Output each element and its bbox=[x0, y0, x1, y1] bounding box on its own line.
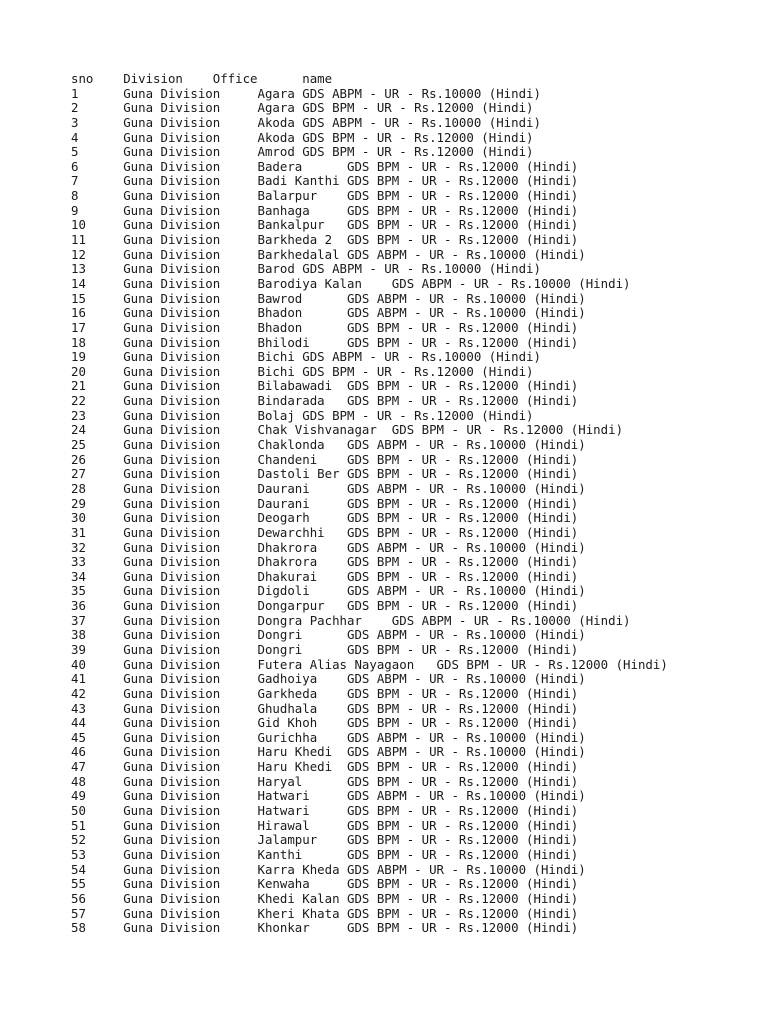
table-row: 5 Guna Division Amrod GDS BPM - UR - Rs.12000 (Hindi) bbox=[71, 144, 534, 160]
table-row: 11 Guna Division Barkheda 2 GDS BPM - UR - Rs.12000 (Hindi) bbox=[71, 232, 579, 248]
table-row: 32 Guna Division Dhakrora GDS ABPM - UR - Rs.10000 (Hindi) bbox=[71, 539, 586, 555]
table-row: 6 Guna Division Badera GDS BPM - UR - Rs.12000 (Hindi) bbox=[71, 158, 579, 174]
table-row: 47 Guna Division Haru Khedi GDS BPM - UR - Rs.12000 (Hindi) bbox=[71, 759, 579, 775]
table-row: 51 Guna Division Hirawal GDS BPM - UR - Rs.12000 (Hindi) bbox=[71, 817, 579, 833]
table-row: 1 Guna Division Agara GDS ABPM - UR - Rs.10000 (Hindi) bbox=[71, 85, 541, 101]
table-row: 38 Guna Division Dongri GDS ABPM - UR - Rs.10000 (Hindi) bbox=[71, 627, 586, 643]
table-header-row: sno Division Office name bbox=[71, 71, 333, 86]
table-row: 10 Guna Division Bankalpur GDS BPM - UR - Rs.12000 (Hindi) bbox=[71, 217, 579, 233]
table-row: 44 Guna Division Gid Khoh GDS BPM - UR - Rs.12000 (Hindi) bbox=[71, 715, 579, 731]
table-row: 13 Guna Division Barod GDS ABPM - UR - Rs.10000 (Hindi) bbox=[71, 261, 541, 277]
table-row: 15 Guna Division Bawrod GDS ABPM - UR - Rs.10000 (Hindi) bbox=[71, 290, 586, 306]
table-row: 46 Guna Division Haru Khedi GDS ABPM - UR - Rs.10000 (Hindi) bbox=[71, 744, 586, 760]
table-row: 17 Guna Division Bhadon GDS BPM - UR - Rs.12000 (Hindi) bbox=[71, 319, 579, 335]
table-row: 27 Guna Division Dastoli Ber GDS BPM - UR - Rs.12000 (Hindi) bbox=[71, 466, 579, 482]
table-row: 45 Guna Division Gurichha GDS ABPM - UR - Rs.10000 (Hindi) bbox=[71, 729, 586, 745]
table-row: 34 Guna Division Dhakurai GDS BPM - UR - Rs.12000 (Hindi) bbox=[71, 568, 579, 584]
table-row: 52 Guna Division Jalampur GDS BPM - UR - Rs.12000 (Hindi) bbox=[71, 832, 579, 848]
table-row: 40 Guna Division Futera Alias Nayagaon GDS BPM - UR - Rs.12000 (Hindi) bbox=[71, 656, 668, 672]
table-row: 39 Guna Division Dongri GDS BPM - UR - Rs.12000 (Hindi) bbox=[71, 641, 579, 657]
table-row: 12 Guna Division Barkhedalal GDS ABPM - UR - Rs.10000 (Hindi) bbox=[71, 246, 586, 262]
table-row: 20 Guna Division Bichi GDS BPM - UR - Rs.12000 (Hindi) bbox=[71, 363, 534, 379]
table-row: 7 Guna Division Badi Kanthi GDS BPM - UR - Rs.12000 (Hindi) bbox=[71, 173, 579, 189]
table-row: 53 Guna Division Kanthi GDS BPM - UR - Rs.12000 (Hindi) bbox=[71, 846, 579, 862]
table-row: 56 Guna Division Khedi Kalan GDS BPM - UR - Rs.12000 (Hindi) bbox=[71, 890, 579, 906]
table-row: 8 Guna Division Balarpur GDS BPM - UR - Rs.12000 (Hindi) bbox=[71, 188, 579, 204]
table-row: 24 Guna Division Chak Vishvanagar GDS BPM - UR - Rs.12000 (Hindi) bbox=[71, 422, 624, 438]
table-row: 35 Guna Division Digdoli GDS ABPM - UR - Rs.10000 (Hindi) bbox=[71, 583, 586, 599]
table-row: 3 Guna Division Akoda GDS ABPM - UR - Rs.10000 (Hindi) bbox=[71, 114, 541, 130]
table-row: 2 Guna Division Agara GDS BPM - UR - Rs.12000 (Hindi) bbox=[71, 100, 534, 116]
table-row: 25 Guna Division Chaklonda GDS ABPM - UR - Rs.10000 (Hindi) bbox=[71, 437, 586, 453]
table-row: 9 Guna Division Banhaga GDS BPM - UR - Rs.12000 (Hindi) bbox=[71, 202, 579, 218]
table-row: 49 Guna Division Hatwari GDS ABPM - UR - Rs.10000 (Hindi) bbox=[71, 788, 586, 804]
table-row: 50 Guna Division Hatwari GDS BPM - UR - Rs.12000 (Hindi) bbox=[71, 803, 579, 819]
table-row: 28 Guna Division Daurani GDS ABPM - UR - Rs.10000 (Hindi) bbox=[71, 480, 586, 496]
document-body bbox=[71, 72, 751, 936]
table-row: 41 Guna Division Gadhoiya GDS ABPM - UR - Rs.10000 (Hindi) bbox=[71, 671, 586, 687]
table-row: 16 Guna Division Bhadon GDS ABPM - UR - Rs.10000 (Hindi) bbox=[71, 305, 586, 321]
table-row: 37 Guna Division Dongra Pachhar GDS ABPM - UR - Rs.10000 (Hindi) bbox=[71, 612, 631, 628]
table-row: 23 Guna Division Bolaj GDS BPM - UR - Rs.12000 (Hindi) bbox=[71, 407, 534, 423]
table-row: 4 Guna Division Akoda GDS BPM - UR - Rs.12000 (Hindi) bbox=[71, 129, 534, 145]
table-row: 26 Guna Division Chandeni GDS BPM - UR - Rs.12000 (Hindi) bbox=[71, 451, 579, 467]
table-row: 42 Guna Division Garkheda GDS BPM - UR - Rs.12000 (Hindi) bbox=[71, 685, 579, 701]
table-row: 22 Guna Division Bindarada GDS BPM - UR - Rs.12000 (Hindi) bbox=[71, 393, 579, 409]
table-row: 19 Guna Division Bichi GDS ABPM - UR - Rs.10000 (Hindi) bbox=[71, 349, 541, 365]
table-row: 29 Guna Division Daurani GDS BPM - UR - Rs.12000 (Hindi) bbox=[71, 495, 579, 511]
table-row: 36 Guna Division Dongarpur GDS BPM - UR - Rs.12000 (Hindi) bbox=[71, 598, 579, 614]
table-row: 33 Guna Division Dhakrora GDS BPM - UR - Rs.12000 (Hindi) bbox=[71, 554, 579, 570]
table-row: 21 Guna Division Bilabawadi GDS BPM - UR - Rs.12000 (Hindi) bbox=[71, 378, 579, 394]
table-row: 43 Guna Division Ghudhala GDS BPM - UR - Rs.12000 (Hindi) bbox=[71, 700, 579, 716]
table-row: 58 Guna Division Khonkar GDS BPM - UR - Rs.12000 (Hindi) bbox=[71, 920, 579, 936]
table-row: 14 Guna Division Barodiya Kalan GDS ABPM - UR - Rs.10000 (Hindi) bbox=[71, 275, 631, 291]
table-row: 57 Guna Division Kheri Khata GDS BPM - UR - Rs.12000 (Hindi) bbox=[71, 905, 579, 921]
table-row: 30 Guna Division Deogarh GDS BPM - UR - Rs.12000 (Hindi) bbox=[71, 510, 579, 526]
table-row: 55 Guna Division Kenwaha GDS BPM - UR - Rs.12000 (Hindi) bbox=[71, 876, 579, 892]
table-row: 18 Guna Division Bhilodi GDS BPM - UR - Rs.12000 (Hindi) bbox=[71, 334, 579, 350]
table-row: 54 Guna Division Karra Kheda GDS ABPM - UR - Rs.10000 (Hindi) bbox=[71, 861, 586, 877]
table-row: 48 Guna Division Haryal GDS BPM - UR - Rs.12000 (Hindi) bbox=[71, 773, 579, 789]
table-row: 31 Guna Division Dewarchhi GDS BPM - UR - Rs.12000 (Hindi) bbox=[71, 524, 579, 540]
